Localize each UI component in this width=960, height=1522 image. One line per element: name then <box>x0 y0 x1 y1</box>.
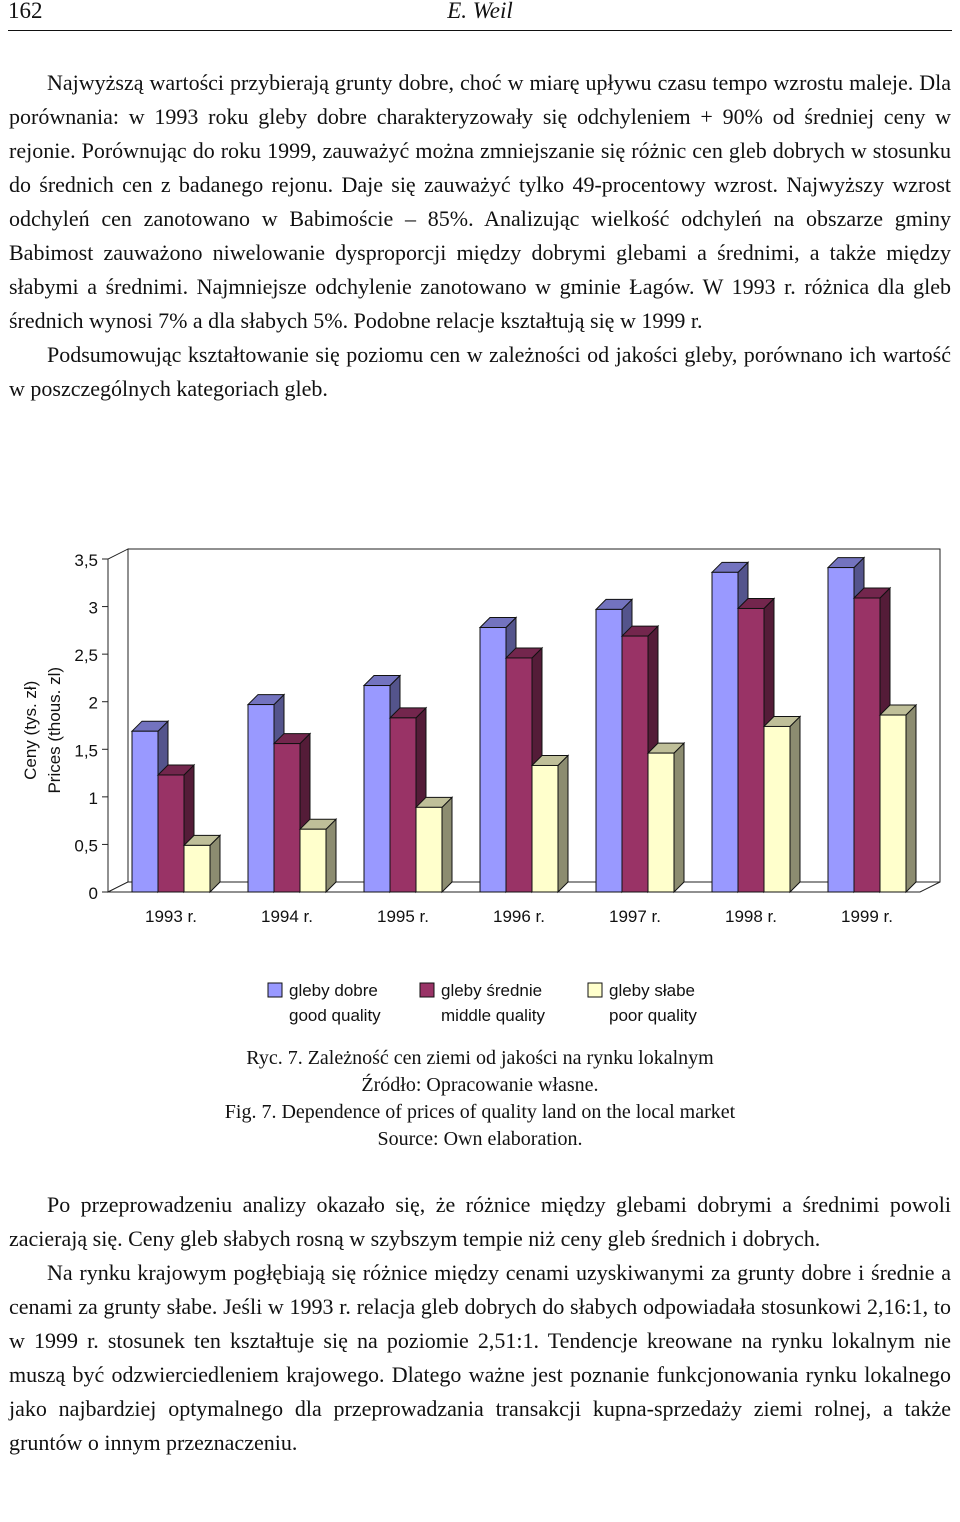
paragraph: Najwyższą wartości przybierają grunty dobre, choć w miarę upływu czasu tempo wzrostu maleje. Dla porównania: w 1993 roku gleby dobre charakteryzowały się odchyleniem + 90% od średniej ceny w rejonie. Porównując do roku 1999, zauważyć można zmniejszanie się różnic cen gleb dobrych w stosunku do średnich cen z badanego rejonu. Daje się zauważyć tylko 49-procentowy wzrost. Najwyższy wzrost odchyleń cen zanotowano w Babimoście – 85%. Analizując wielkość odchyleń na obszarze gminy Babimost zauważono niwelowanie dysproporcji między dobrymi glebami a średnimi, a także między słabymi a średnimi. Najmniejsze odchylenie zanotowano w gminie Łagów. W 1993 r. różnica dla gleb średnich wynosi 7% a dla słabych 5%. Podobne relacje kształtują się w 1999 r. <box>9 70 951 333</box>
legend-label: gleby średnie <box>441 981 543 1000</box>
paragraph: Podsumowując kształtowanie się poziomu cen w zależności od jakości gleby, porównano ich wartość w poszczególnych kategoriach gleb. <box>9 342 951 401</box>
bar <box>596 609 622 892</box>
y-axis-label: Prices (thous. zl) <box>45 666 64 794</box>
bar <box>506 658 532 892</box>
side-wall <box>108 549 128 892</box>
bar <box>880 715 906 892</box>
legend-swatch <box>420 983 434 997</box>
bar <box>300 829 326 892</box>
x-tick-label: 1998 r. <box>725 907 777 926</box>
legend-label: gleby dobre <box>289 981 378 1000</box>
bar <box>712 572 738 892</box>
legend-swatch <box>588 983 602 997</box>
bar <box>390 718 416 892</box>
paragraph: Na rynku krajowym pogłębiają się różnice między cenami uzyskiwanymi za grunty dobre i średnie a cenami za grunty słabe. Jeśli w 1993 r. relacja gleb dobrych do słabych odpowiadała stosunkowi 2,16:1, to w 1999 r. stosunek ten kształtuje się na poziomie 2,51:1. Tendencje kreowane na rynku lokalnym nie muszą być odzwierciedleniem krajowego. Dlatego ważne jest poznanie funkcjonowania rynku lokalnego jako najbardziej optymalnego dla przeprowadzania transakcji kupna-sprzedaży ziemi rolnej, a także gruntów o innym przeznaczeniu. <box>9 1260 951 1455</box>
bar <box>364 686 390 892</box>
bar <box>648 753 674 892</box>
y-axis-label: Ceny (tys. zł) <box>21 680 40 780</box>
bar <box>828 568 854 892</box>
bar <box>132 731 158 892</box>
legend-label: good quality <box>289 1006 381 1025</box>
y-tick-label: 1,5 <box>74 741 98 761</box>
caption-line-en: Fig. 7. Dependence of prices of quality land on the local market <box>224 1101 736 1123</box>
bar-side <box>442 797 452 892</box>
body-text-top <box>9 66 951 406</box>
bar <box>274 744 300 892</box>
body-text-bottom <box>9 1188 951 1460</box>
bar-side <box>790 716 800 892</box>
x-tick-label: 1995 r. <box>377 907 429 926</box>
caption-source-en: Source: Own elaboration. <box>377 1128 583 1150</box>
y-tick-label: 0,5 <box>74 836 98 856</box>
bar <box>622 636 648 892</box>
legend-label: gleby słabe <box>609 981 696 1000</box>
y-tick-label: 2 <box>88 693 98 713</box>
page-header <box>8 0 952 31</box>
bar <box>764 726 790 892</box>
x-tick-label: 1993 r. <box>145 907 197 926</box>
x-tick-label: 1999 r. <box>841 907 893 926</box>
bar <box>738 608 764 892</box>
bar-side <box>558 755 568 892</box>
bar <box>158 775 184 892</box>
bar <box>416 807 442 892</box>
bar-side <box>674 743 684 892</box>
y-tick-label: 1 <box>88 788 98 808</box>
y-tick-label: 3,5 <box>74 551 98 570</box>
bar <box>854 598 880 892</box>
page-number: 162 <box>8 0 43 23</box>
bar-side <box>326 819 336 892</box>
figure-caption <box>0 1045 960 1153</box>
legend-label: poor quality <box>609 1006 697 1025</box>
bar <box>480 628 506 892</box>
bar <box>184 845 210 892</box>
bar <box>532 765 558 892</box>
y-tick-label: 3 <box>88 598 98 618</box>
bar-side <box>906 705 916 892</box>
x-tick-label: 1996 r. <box>493 907 545 926</box>
y-tick-label: 0 <box>88 884 98 903</box>
paragraph: Po przeprowadzeniu analizy okazało się, że różnice między glebami dobrymi a średnimi powoli zacierają się. Ceny gleb słabych rosną w szybszym tempie niż ceny gleb średnich i dobrych. <box>9 1192 951 1251</box>
legend-label: middle quality <box>441 1006 545 1025</box>
bar <box>248 705 274 892</box>
price-chart <box>0 530 960 1030</box>
caption-line-pl: Ryc. 7. Zależność cen ziemi od jakości na rynku lokalnym <box>246 1047 714 1069</box>
y-tick-label: 2,5 <box>74 646 98 666</box>
x-tick-label: 1994 r. <box>261 907 313 926</box>
caption-source-pl: Źródło: Opracowanie własne. <box>361 1074 599 1096</box>
x-tick-label: 1997 r. <box>609 907 661 926</box>
legend-swatch <box>268 983 282 997</box>
running-author: E. Weil <box>447 0 513 23</box>
